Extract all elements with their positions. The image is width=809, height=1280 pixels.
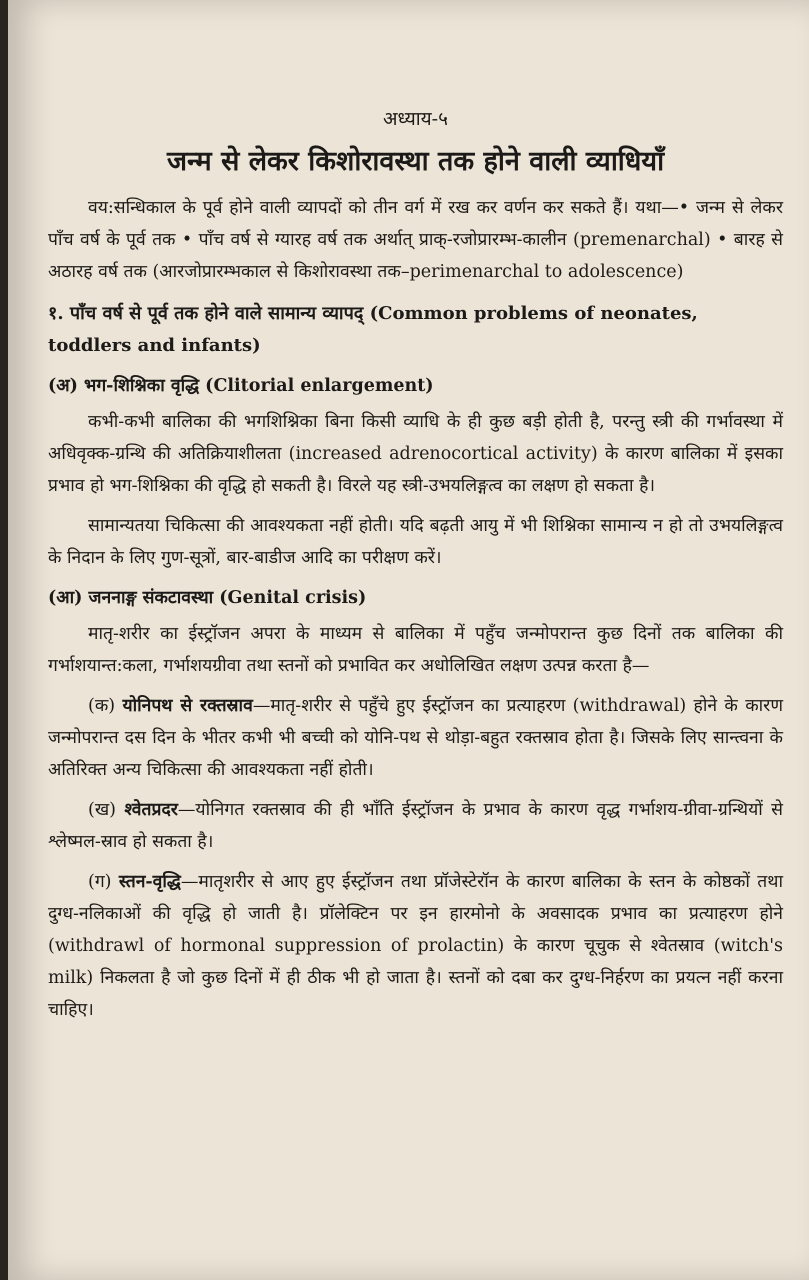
item-ga-label: (ग): [88, 872, 119, 892]
intro-paragraph: वय:सन्धिकाल के पूर्व होने वाली व्यापदों को तीन वर्ग में रख कर वर्णन कर सकते हैं। यथा—• जन्म से लेकर पाँच वर्ष के पूर्व तक • पाँच वर्ष से ग्यारह वर्ष तक अर्थात् प्राक्-रजोप्रारम्भ-कालीन (premenarchal) • बारह से अठारह वर्ष तक (आरजोप्रारम्भकाल से किशोरावस्था तक–perimenarchal to adolescence): [48, 198, 783, 282]
chapter-title: जन्म से लेकर किशोरावस्था तक होने वाली व्याधियाँ: [166, 146, 665, 177]
item-ka-label: (क): [88, 696, 123, 716]
item-kha-label: (ख): [88, 800, 125, 820]
page-content: [48, 105, 783, 1026]
section-1-heading: १. पाँच वर्ष से पूर्व तक होने वाले सामान्य व्यापद् (Common problems of neonates, toddlers and infants): [48, 303, 698, 356]
item-ka-paragraph: [48, 690, 783, 786]
item-kha-paragraph: [48, 794, 783, 858]
book-page: [8, 0, 809, 1280]
item-ka-text: —मातृ-शरीर से पहुँचे हुए ईस्ट्रॉजन का प्रत्याहरण (withdrawal) होने के कारण जन्मोपरान्त दस दिन के भीतर कभी भी बच्ची को योनि-पथ से थोड़ा-बहुत रक्तस्राव होता है। जिसके लिए सान्त्वना के अतिरिक्त अन्य चिकित्सा की आवश्यकता नहीं होती।: [48, 696, 783, 780]
item-kha-text: —योनिगत रक्तस्राव की ही भाँति ईस्ट्रॉजन के प्रभाव के कारण वृद्ध गर्भाशय-ग्रीवा-ग्रन्थियों से श्लेष्मल-स्राव हो सकता है।: [48, 800, 783, 852]
item-ga-paragraph: [48, 866, 783, 1026]
chapter-label: अध्याय-५: [383, 108, 448, 130]
item-kha-term: श्वेतप्रदर: [124, 800, 178, 820]
item-ga-text: —मातृशरीर से आए हुए ईस्ट्रॉजन तथा प्रॉजेस्टेरॉन के कारण बालिका के स्तन के कोष्ठकों तथा दुग्ध-नलिकाओं की वृद्धि हो जाती है। प्रॉलेक्टिन पर इन हारमोनो के अवसादक प्रभाव का प्रत्याहरण होने (withdrawl of hormonal suppression of prolactin) के कारण चूचुक से श्वेतस्राव (witch's milk) निकलता है जो कुछ दिनों में ही ठीक भी हो जाता है। स्तनों को दबा कर दुग्ध-निर्हरण का प्रयत्न नहीं करना चाहिए।: [48, 872, 783, 1020]
item-ka-term: योनिपथ से रक्तस्राव: [122, 696, 253, 716]
subsection-aa-heading: (आ) जननाङ्ग संकटावस्था (Genital crisis): [48, 588, 367, 608]
item-ga-term: स्तन-वृद्धि: [118, 872, 181, 892]
subsection-aa-paragraph-1: मातृ-शरीर का ईस्ट्रॉजन अपरा के माध्यम से बालिका में पहुँच जन्मोपरान्त कुछ दिनों तक बालिका की गर्भाशयान्त:कला, गर्भाशयग्रीवा तथा स्तनों को प्रभावित कर अधोलिखित लक्षण उत्पन्न करता है—: [48, 624, 783, 676]
subsection-a-paragraph-2: सामान्यतया चिकित्सा की आवश्यकता नहीं होती। यदि बढ़ती आयु में भी शिश्निका सामान्य न हो तो उभयलिङ्गत्व के निदान के लिए गुण-सूत्रों, बार-बाडीज आदि का परीक्षण करें।: [48, 516, 783, 568]
subsection-a-paragraph-1: कभी-कभी बालिका की भगशिश्निका बिना किसी व्याधि के ही कुछ बड़ी होती है, परन्तु स्त्री की गर्भावस्था में अधिवृक्क-ग्रन्थि की अतिक्रियाशीलता (increased adrenocortical activity) के कारण बालिका में इसका प्रभाव हो भग-शिश्निका की वृद्धि हो सकती है। विरले यह स्त्री-उभयलिङ्गत्व का लक्षण हो सकता है।: [48, 412, 783, 496]
subsection-a-heading: (अ) भग-शिश्निका वृद्धि (Clitorial enlargement): [48, 376, 434, 396]
